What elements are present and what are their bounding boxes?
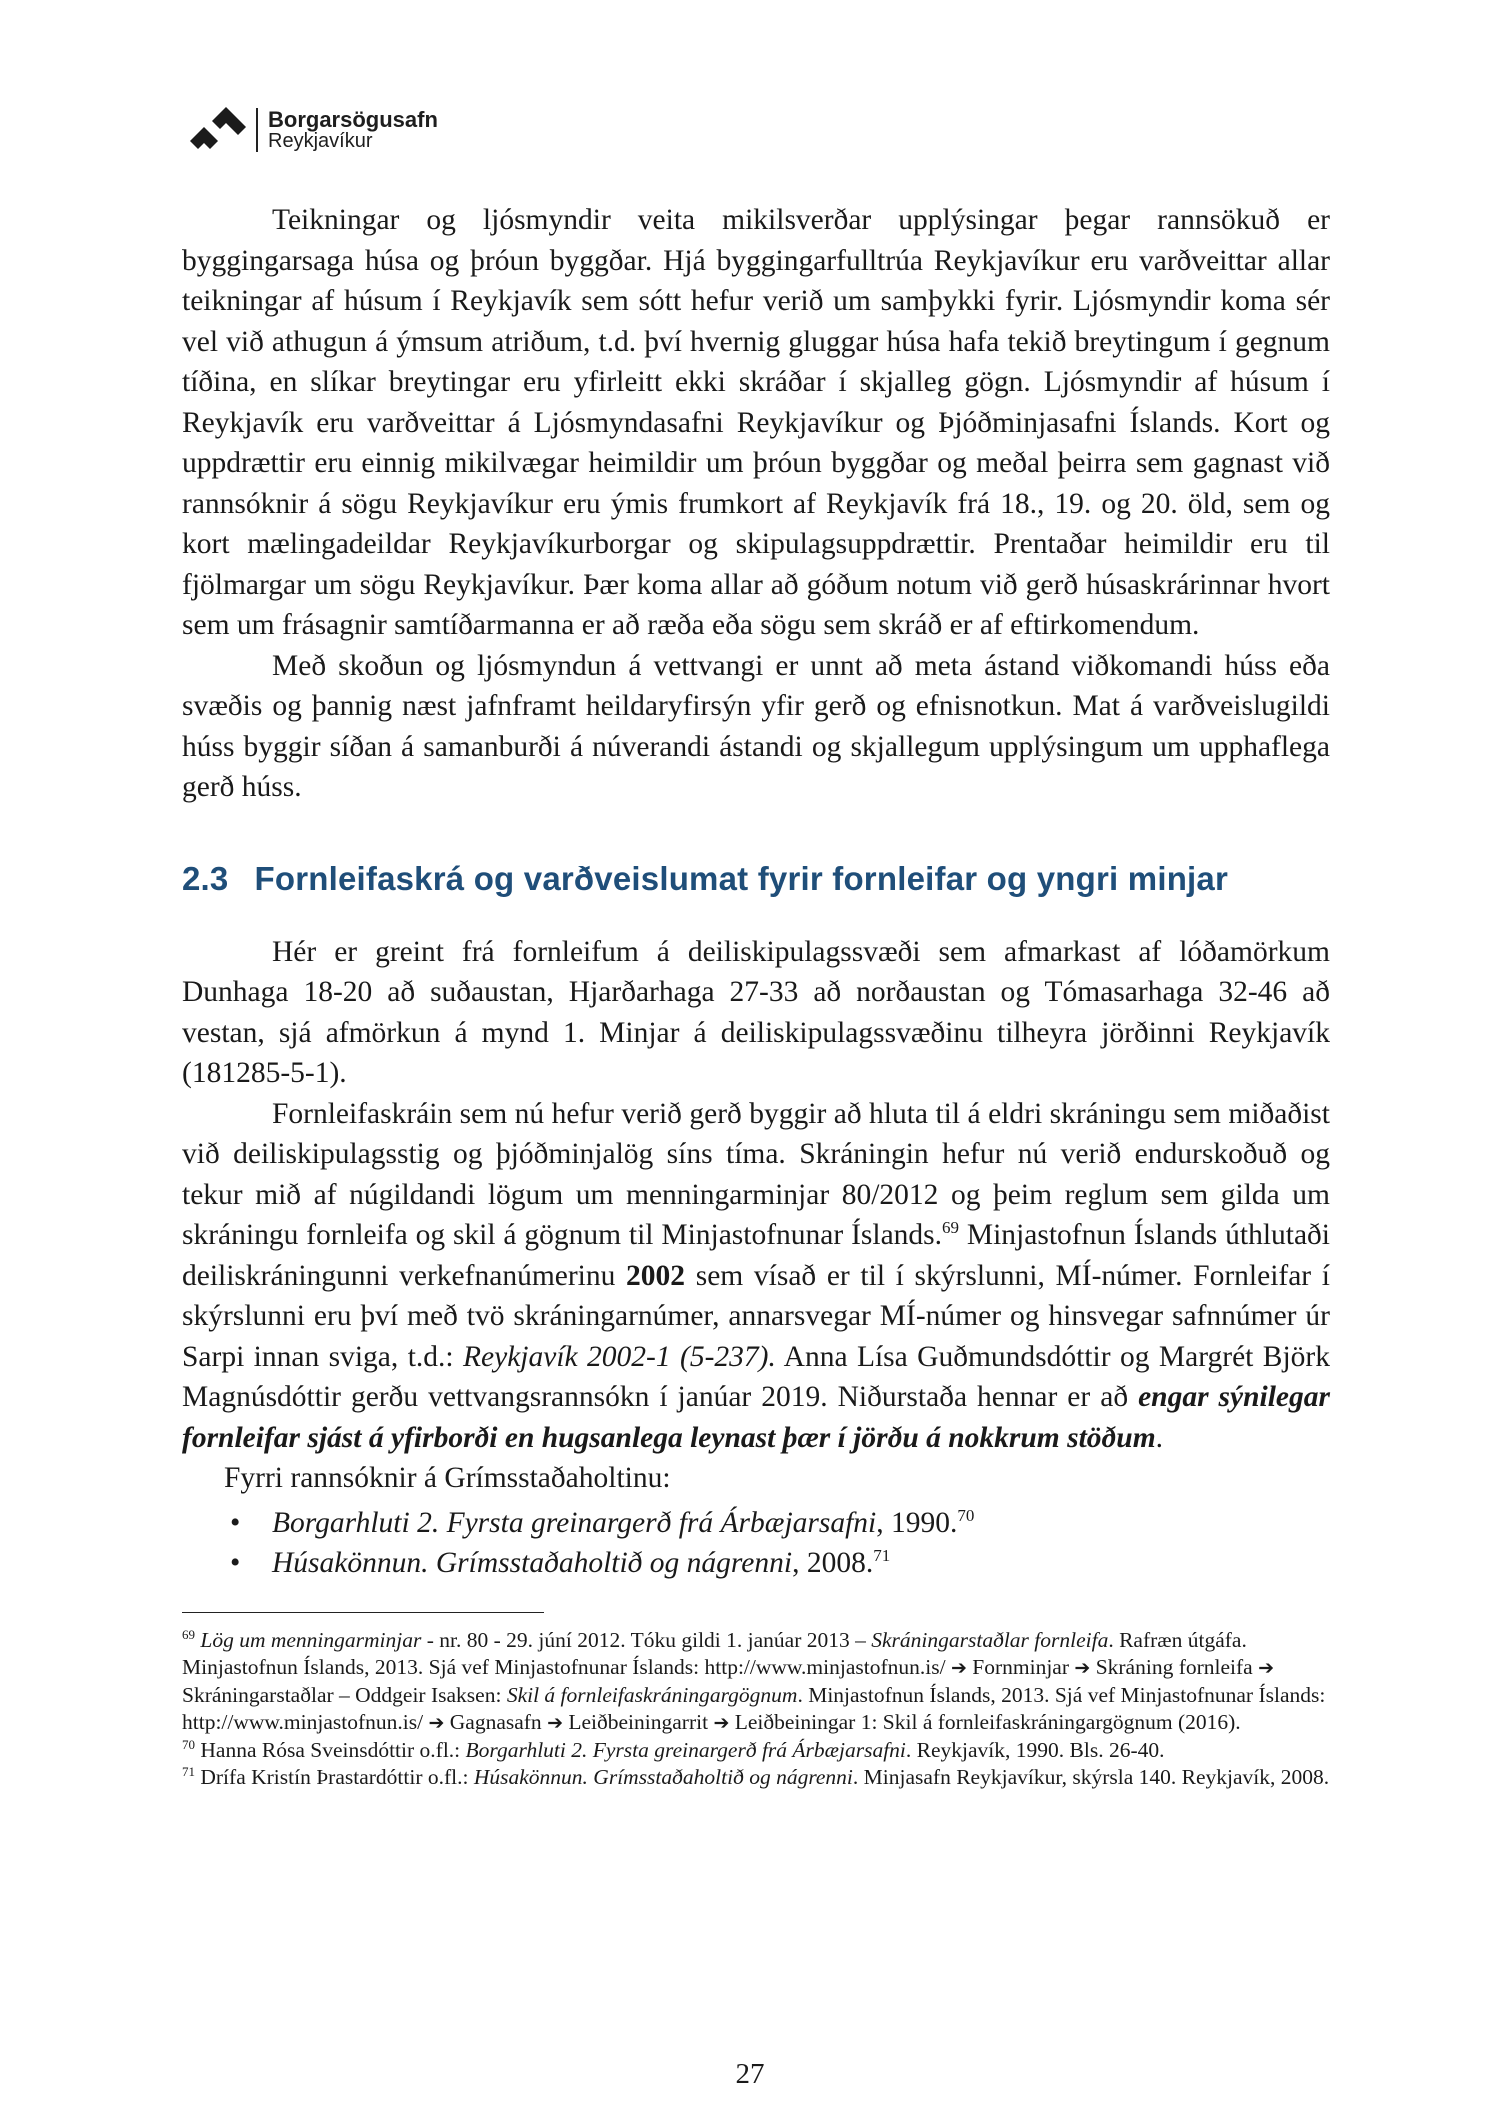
footnote-70 xyxy=(182,1737,1330,1764)
section-heading xyxy=(182,860,1330,898)
arrow-right-icon: ➔ xyxy=(713,1711,730,1734)
example-reference: Reykjavík 2002-1 (5-237). xyxy=(463,1340,776,1373)
prior-research-list xyxy=(182,1503,1330,1584)
text-run: Skil á fornleifaskráningargögnum xyxy=(506,1682,798,1707)
text-run: Drífa Kristín Þrastardóttir o.fl.: xyxy=(195,1764,474,1789)
logo-divider xyxy=(256,108,258,152)
list-item xyxy=(182,1543,1330,1584)
logo-subtitle: Reykjavíkur xyxy=(268,130,373,153)
text-run: . xyxy=(1155,1421,1164,1454)
text-run: Skráningarstaðlar fornleifa xyxy=(871,1627,1109,1652)
paragraph-sources: Teikningar og ljósmyndir veita mikilsverðar upplýsingar þegar rannsökuð er byggingarsaga húsa og þróun byggðar. Hjá byggingarfulltrúa Reykjavíkur eru varðveittar allar teikningar af húsum í Reykjavík sem sótt hefur verið um samþykki fyrir. Ljósmyndir koma sér vel við athugun á ýmsum atriðum, t.d. því hvernig gluggar húsa hafa tekið breytingum í gegnum tíðina, en slíkar breytingar eru yfirleitt ekki skráðar í skjalleg gögn. Ljósmyndir af húsum í Reykjavík eru varðveittar á Ljósmyndasafni Reykjavíkur og Þjóðminjasafni Íslands. Kort og uppdrættir eru einnig mikilvægar heimildir um þróun byggðar og meðal þeirra sem gagnast við rannsóknir á sögu Reykjavíkur eru ýmis frumkort af Reykjavík frá 18., 19. og 20. öld, sem og kort mælingadeildar Reykjavíkurborgar og skipulagsuppdrættir. Prentaðar heimildir eru til fjölmargar um sögu Reykjavíkur. Þær koma allar að góðum notum við gerð húsaskrárinnar hvort sem um frásagnir samtíðarmanna er að ræða eða sögu sem skráð er af eftirkomendum. xyxy=(182,204,1330,641)
arrow-right-icon: ➔ xyxy=(428,1711,445,1734)
arrow-right-icon: ➔ xyxy=(1074,1656,1091,1679)
section-number: 2.3 xyxy=(182,859,229,897)
text-run: . Minjastofnun Íslands, 2013. Sjá vef Minjastofnunar Íslands: http://www.minjastofnun.is/ xyxy=(182,1682,1326,1734)
text-run: Minjastofnun Íslands úthlutaði deiliskráningunni verkefnanúmerinu xyxy=(182,1219,1330,1292)
arrow-right-icon: ➔ xyxy=(950,1656,967,1679)
text-run: . Rafræn útgáfa. Minjastofnun Íslands, 2013. Sjá vef Minjastofnunar Íslands: http://www.minjastofnun.is/ xyxy=(182,1627,1247,1679)
text-run: Leiðbeiningar 1: Skil á fornleifaskráningargögnum (2016). xyxy=(729,1709,1241,1734)
reference-year: , 2008. xyxy=(792,1547,874,1579)
page-body xyxy=(182,200,1330,1791)
footnote-ref-70[interactable]: 70 xyxy=(957,1505,975,1525)
paragraph-registration xyxy=(182,1094,1330,1459)
footnote-divider xyxy=(182,1612,544,1613)
borgarsogusafn-logo-icon xyxy=(190,107,250,153)
logo-name: Borgarsögusafn xyxy=(268,106,438,132)
text-run: Húsakönnun. Grímsstaðaholtið og nágrenni xyxy=(473,1764,853,1789)
footnote-ref-69[interactable]: 69 xyxy=(942,1218,960,1238)
text-run: Borgarhluti 2. Fyrsta greinargerð frá Árbæjarsafni xyxy=(465,1737,906,1762)
text-run: Gagnasafn xyxy=(444,1709,548,1734)
project-number: 2002 xyxy=(626,1259,686,1292)
text-run: Fornminjar xyxy=(966,1654,1075,1679)
paragraph-area: Hér er greint frá fornleifum á deiliskipulagssvæði sem afmarkast af lóðamörkum Dunhaga 18-20 að suðaustan, Hjarðarhaga 27-33 að norðaustan og Tómasarhaga 32-46 að vestan, sjá afmörkun á mynd 1. Minjar á deiliskipulagssvæðinu tilheyra jörðinni Reykjavík (181285-5-1). xyxy=(182,935,1330,1089)
arrow-right-icon: ➔ xyxy=(1258,1656,1275,1679)
prior-research-label: Fyrri rannsóknir á Grímsstaðaholtinu: xyxy=(224,1462,671,1494)
footnote-number: 70 xyxy=(182,1736,195,1752)
list-item xyxy=(182,1503,1330,1544)
text-run: - nr. 80 - 29. júní 2012. Tóku gildi 1. janúar 2013 – xyxy=(421,1627,872,1652)
text-run: Fornleifaskráin sem nú hefur verið gerð byggir að hluta til á eldri skráningu sem miðaðist við deiliskipulagsstig og þjóðminjalög síns tíma. Skráningin hefur nú verið endurskoðuð og tekur mið af núgildandi lögum um menningarminjar 80/2012 og þeim reglum sem gilda um skráningu fornleifa og skil á gögnum til Minjastofnunar Íslands. xyxy=(182,1097,1330,1251)
footnote-number: 69 xyxy=(182,1626,195,1642)
text-run: Lög um menningarminjar xyxy=(200,1627,422,1652)
paragraph-fieldwork: Með skoðun og ljósmyndun á vettvangi er unnt að meta ástand viðkomandi húss eða svæðis og þannig næst jafnframt heildaryfirsýn yfir gerð og efnisnotkun. Mat á varðveislugildi húss byggir síðan á samanburði á núverandi ástandi og skjallegum upplýsingum um upphaflega gerð húss. xyxy=(182,649,1330,803)
text-run: . Reykjavík, 1990. Bls. 26-40. xyxy=(905,1737,1165,1762)
reference-title: Húsakönnun. Grímsstaðaholtið og nágrenni xyxy=(272,1547,793,1579)
text-run: . Minjasafn Reykjavíkur, skýrsla 140. Reykjavík, 2008. xyxy=(852,1764,1330,1789)
footnote-ref-71[interactable]: 71 xyxy=(873,1546,891,1566)
text-run: sem vísað er til í skýrslunni, MÍ-númer. Fornleifar í skýrslunni eru því með tvö skráningarnúmer, annarsvegar MÍ-númer og hinsvegar safnnúmer úr Sarpi innan sviga, t.d.: xyxy=(182,1259,1330,1373)
footnote-number: 71 xyxy=(182,1763,195,1779)
section-title: Fornleifaskrá og varðveislumat fyrir fornleifar og yngri minjar xyxy=(254,859,1229,897)
footnote-69 xyxy=(182,1627,1330,1737)
text-run: Skráningarstaðlar – Oddgeir Isaksen: xyxy=(182,1682,507,1707)
text-run: Hanna Rósa Sveinsdóttir o.fl.: xyxy=(195,1737,466,1762)
arrow-right-icon: ➔ xyxy=(547,1711,563,1734)
text-run: Skráning fornleifa xyxy=(1090,1654,1259,1679)
header-logo xyxy=(190,104,438,156)
footnote-71 xyxy=(182,1764,1330,1791)
reference-title: Borgarhluti 2. Fyrsta greinargerð frá Árbæjarsafni xyxy=(272,1506,877,1539)
reference-year: , 1990. xyxy=(876,1506,958,1539)
text-run: Leiðbeiningarrit xyxy=(562,1709,714,1734)
text-run: Anna Lísa Guðmundsdóttir og Margrét Björk Magnúsdóttir gerðu vettvangsrannsókn í janúar 2019. Niðurstaða hennar er að xyxy=(182,1340,1330,1413)
conclusion-text: engar sýnilegar fornleifar sjást á yfirborði en hugsanlega leynast þær í jörðu á nokkrum stöðum xyxy=(182,1381,1330,1454)
page-number: 27 xyxy=(735,2058,765,2090)
